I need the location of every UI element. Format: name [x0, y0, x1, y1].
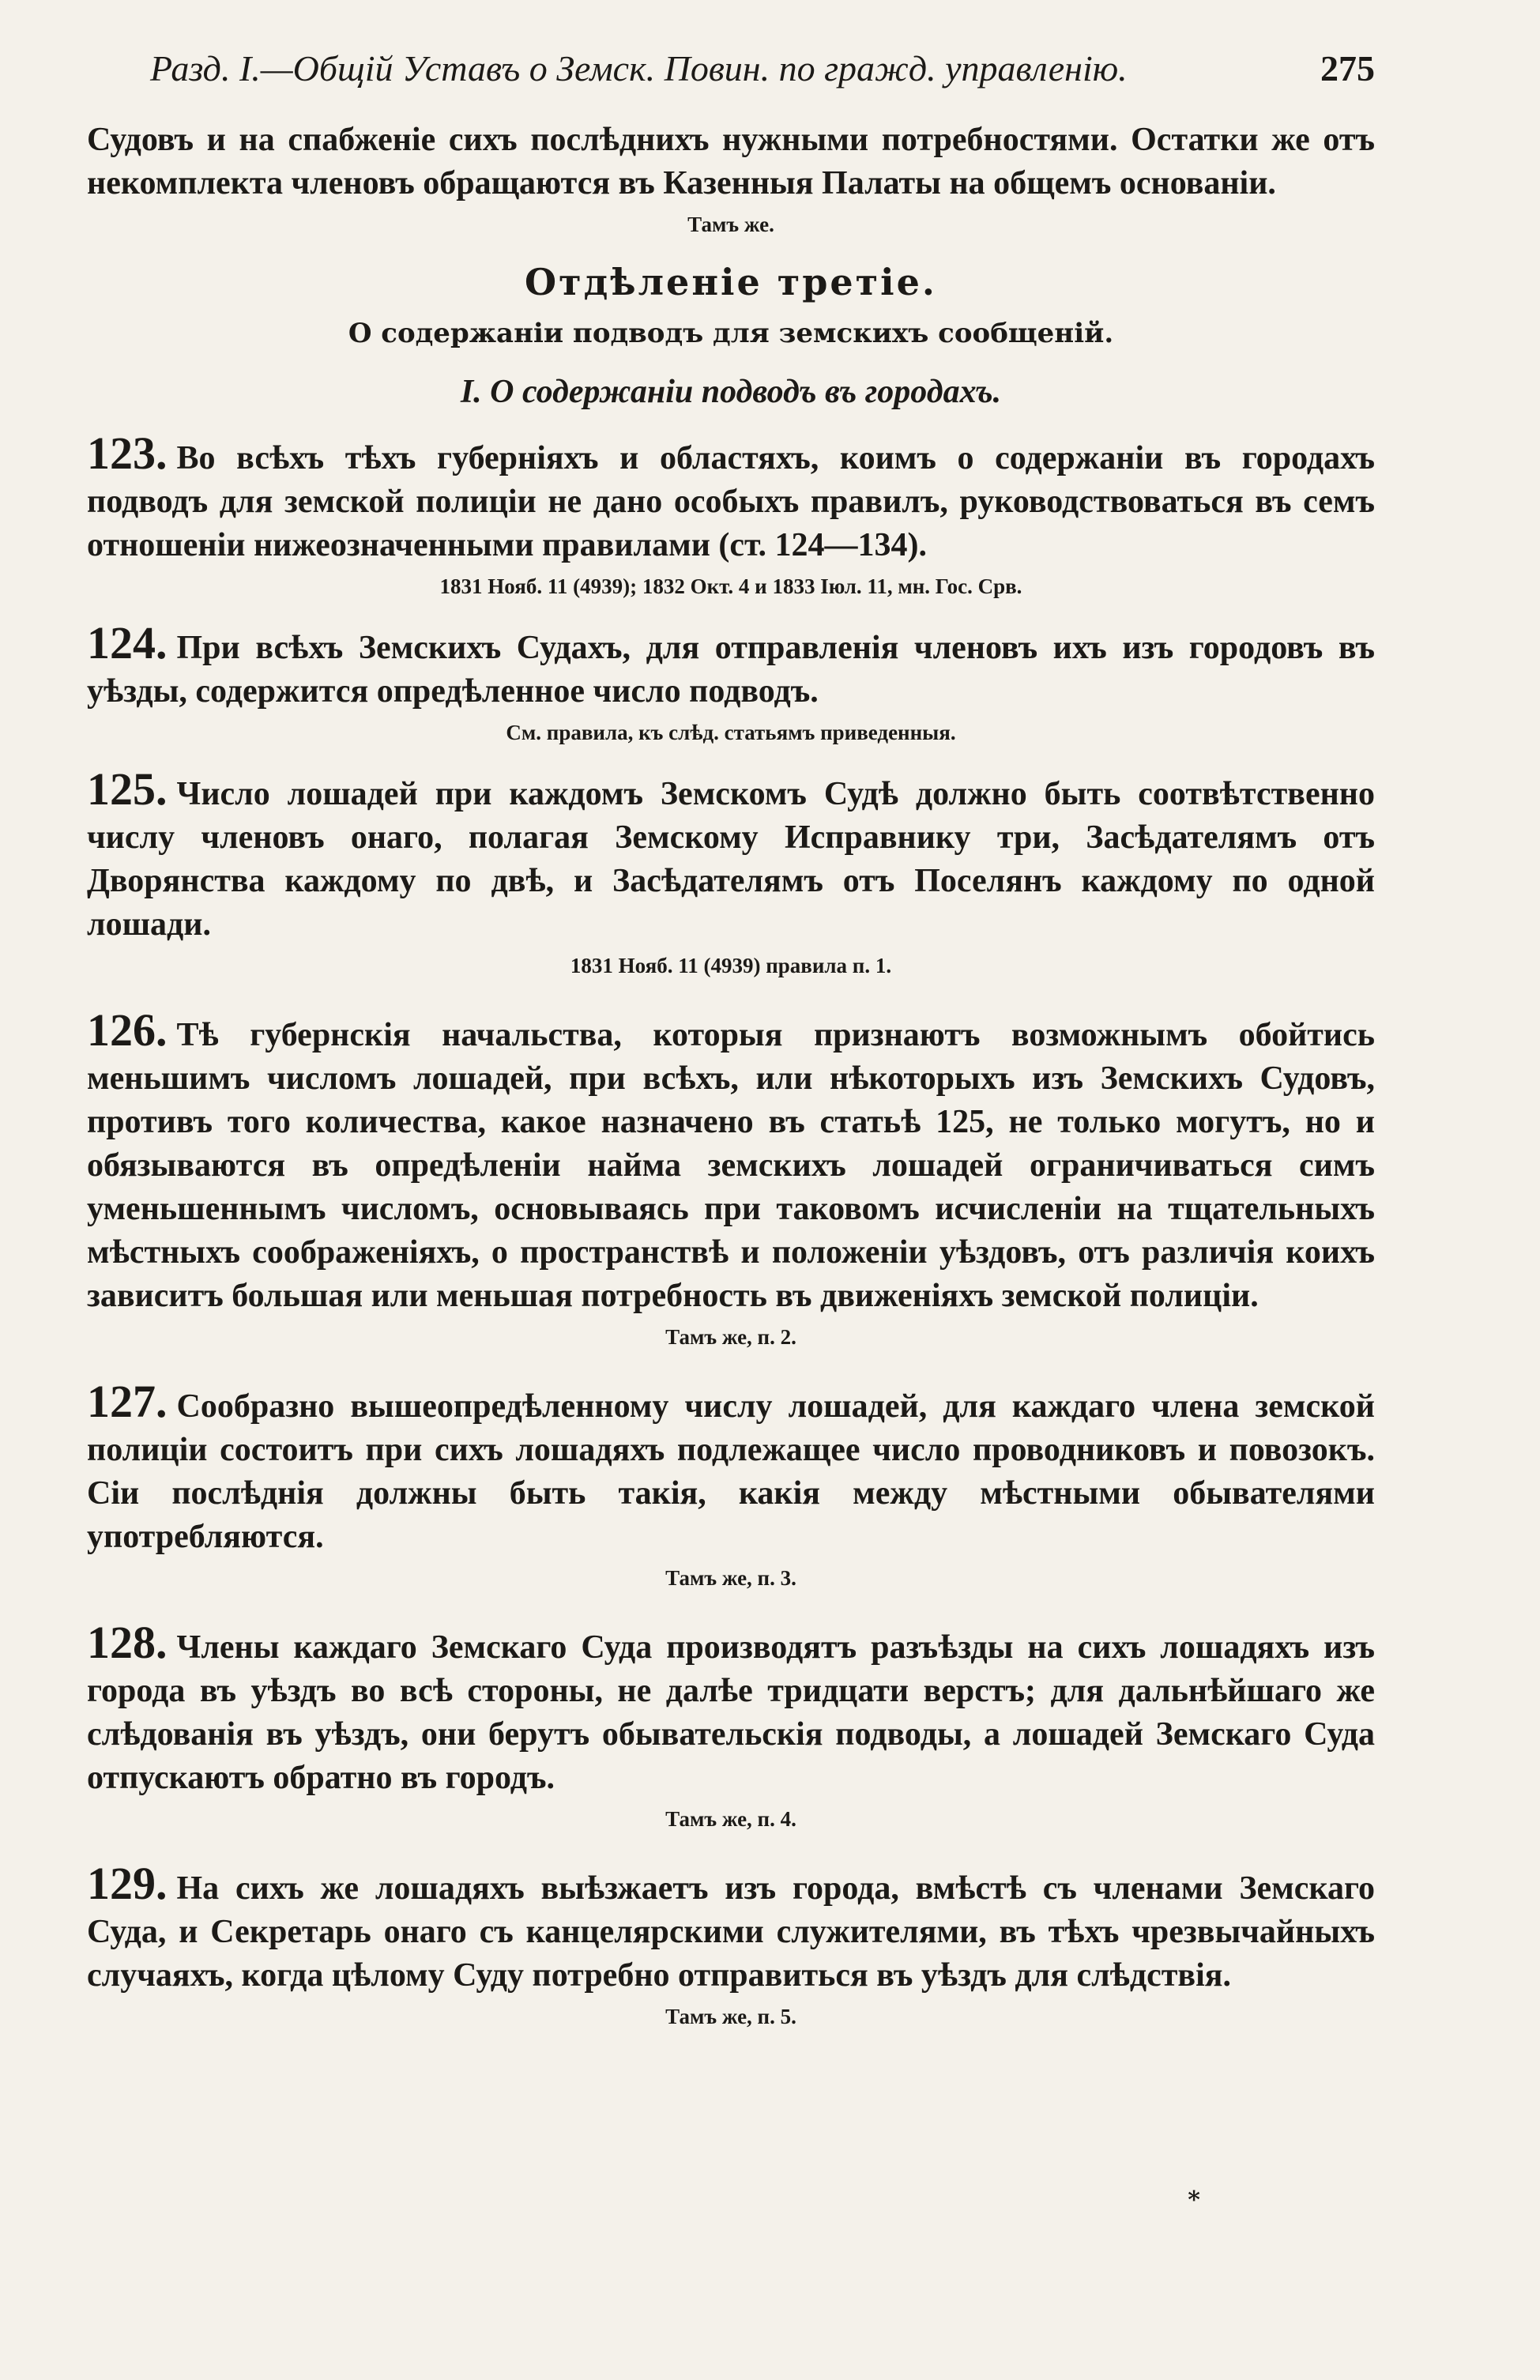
article-number: 124.: [87, 617, 168, 668]
article-127: [63, 1376, 1375, 1592]
running-head: [150, 47, 1375, 95]
article-123: [63, 427, 1375, 601]
article-source: Тамъ же, п. 2.: [665, 1325, 796, 1349]
article-text: Члены каждаго Земскаго Суда производятъ разъѣзды на сихъ лошадяхъ изъ города въ уѣздъ во всѣ стороны, не далѣе тридцати верстъ; для дальнѣйшаго же слѣдованія въ уѣздъ, они берутъ обывательскія подводы, а лошадей Земскаго Суда отпускаютъ обратно въ городъ.: [87, 1629, 1375, 1796]
article-source: 1831 Нояб. 11 (4939); 1832 Окт. 4 и 1833 Іюл. 11, мн. Гос. Срв.: [439, 574, 1022, 598]
intro-text: Судовъ и на спабженіе сихъ послѣднихъ нужными потребностями. Остатки же отъ некомплекта членовъ обращаются въ Казенныя Палаты на общемъ основаніи.: [87, 122, 1375, 201]
article-text: Во всѣхъ тѣхъ губерніяхъ и областяхъ, коимъ о содержаніи въ городахъ подводъ для земской полиціи не дано особыхъ правилъ, руководствоваться въ семъ отношеніи нижеозначенными правилами (ст. 124—134).: [87, 440, 1375, 563]
article-number: 125.: [87, 763, 168, 815]
article-126: [63, 1004, 1375, 1351]
article-source: См. правила, къ слѣд. статьямъ приведенныя.: [506, 721, 956, 744]
article-124: [63, 617, 1375, 747]
running-title: Разд. I.—Общій Уставъ о Земск. Повин. по гражд. управленію.: [150, 48, 1128, 88]
article-text: При всѣхъ Земскихъ Судахъ, для отправленія членовъ ихъ изъ городовъ въ уѣзды, содержится опредѣленное число подводъ.: [87, 630, 1375, 710]
article-source: Тамъ же, п. 3.: [665, 1566, 796, 1590]
footer-mark: *: [1188, 2186, 1200, 2214]
article-number: 126.: [87, 1004, 168, 1056]
intro-paragraph-block: [63, 119, 1375, 239]
article-text: Сообразно вышеопредѣленному числу лошадей, для каждаго члена земской полиціи состоитъ при сихъ лошадяхъ подлежащее число проводниковъ и повозокъ. Сіи послѣднія должны быть такія, какія между мѣстными обывателями употребляются.: [87, 1388, 1375, 1555]
article-number: 129.: [87, 1858, 168, 1909]
article-source: Тамъ же, п. 5.: [665, 2005, 796, 2028]
subsection-title: I. О содержаніи подводъ въ городахъ.: [460, 374, 1002, 410]
article-text: Число лошадей при каждомъ Земскомъ Судѣ должно быть соотвѣтственно числу членовъ онаго, полагая Земскому Исправнику три, Засѣдателямъ отъ Дворянства каждому по двѣ, и Засѣдателямъ отъ Поселянъ каждому по одной лошади.: [87, 776, 1375, 943]
article-text: Тѣ губернскія начальства, которыя признаютъ возможнымъ обойтись меньшимъ числомъ лошадей, при всѣхъ, или нѣкоторыхъ изъ Земскихъ Судовъ, противъ того количества, какое назначено въ статьѣ 125, не только могутъ, но и обязываются въ опредѣленіи найма земскихъ лошадей ограничиваться симъ уменьшеннымъ числомъ, основываясь при таковомъ исчисленіи на тщательныхъ мѣстныхъ соображеніяхъ, о пространствѣ и положеніи уѣздовъ, отъ различія коихъ зависитъ большая или меньшая потребность въ движеніяхъ земской полиціи.: [87, 1017, 1375, 1314]
article-129: [63, 1858, 1375, 2031]
section-title: Отдѣленіе третіе.: [525, 261, 937, 303]
article-number: 123.: [87, 427, 168, 479]
intro-source: Тамъ же.: [687, 213, 774, 236]
article-128: [63, 1617, 1375, 1833]
article-source: Тамъ же, п. 4.: [665, 1807, 796, 1831]
article-number: 127.: [87, 1376, 168, 1427]
page-number: 275: [1320, 48, 1375, 88]
article-125: [63, 763, 1375, 980]
article-source: 1831 Нояб. 11 (4939) правила п. 1.: [570, 954, 892, 977]
book-page: [63, 47, 1375, 2339]
section-subtitle: О содержаніи подводъ для земскихъ сообщеній.: [348, 318, 1114, 349]
article-number: 128.: [87, 1617, 168, 1668]
article-text: На сихъ же лошадяхъ выѣзжаетъ изъ города, вмѣстѣ съ членами Земскаго Суда, и Секретарь онаго съ канцелярскими служителями, въ тѣхъ чрезвычайныхъ случаяхъ, когда цѣлому Суду потребно отправиться въ уѣздъ для слѣдствія.: [87, 1870, 1375, 1994]
